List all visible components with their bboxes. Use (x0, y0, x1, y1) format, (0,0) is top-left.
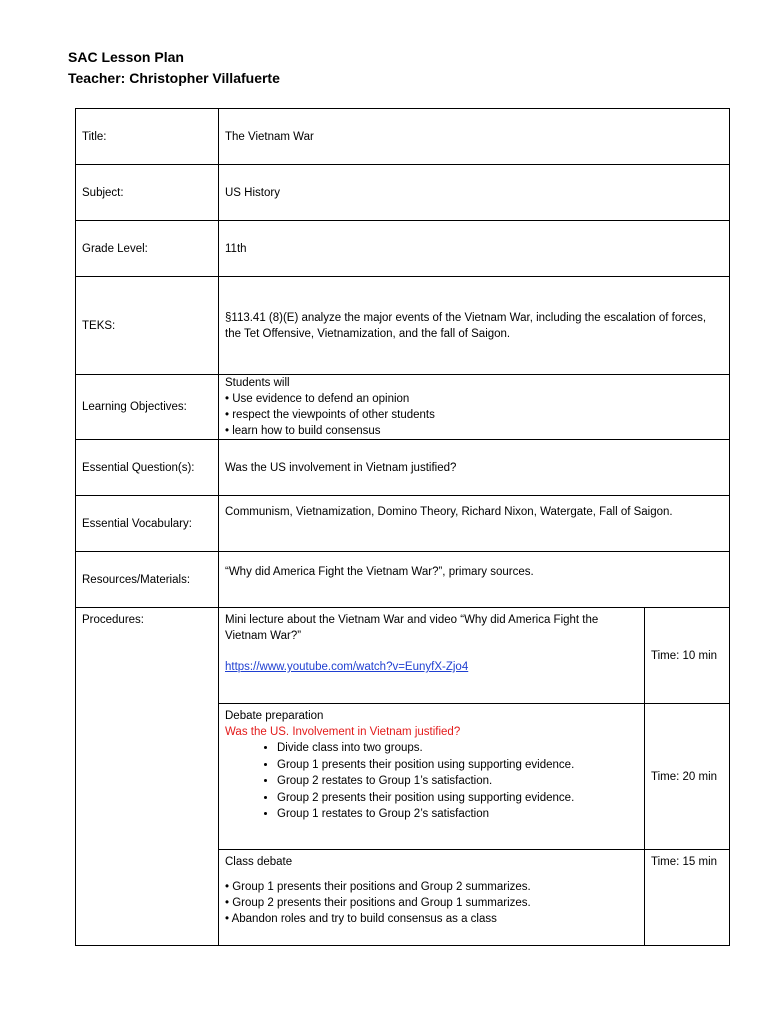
learning-objectives (219, 375, 730, 440)
step-3-time: Time: 15 min (645, 850, 730, 946)
row-label: Subject: (76, 165, 219, 221)
table-row (76, 375, 730, 440)
row-value: “Why did America Fight the Vietnam War?”, primary sources. (219, 552, 730, 608)
list-item: • Group 2 restates to Group 1’s satisfaction. (277, 773, 638, 790)
row-label: Resources/Materials: (76, 552, 219, 608)
row-value: US History (219, 165, 730, 221)
list-item: • Abandon roles and try to build consensus as a class (225, 913, 497, 925)
video-link[interactable]: https://www.youtube.com/watch?v=EunyfX-Zjo4 (225, 661, 469, 673)
document-title: SAC Lesson Plan (68, 49, 184, 65)
step-3-title: Class debate (225, 856, 293, 868)
procedures-label: Procedures: (76, 608, 219, 946)
row-label: TEKS: (76, 277, 219, 375)
step-2-title: Debate preparation (225, 710, 324, 722)
row-value: 11th (219, 221, 730, 277)
row-label: Title: (76, 109, 219, 165)
list-item: • Divide class into two groups. (277, 740, 638, 757)
list-item: • Group 1 presents their position using supporting evidence. (277, 757, 638, 774)
lesson-plan-table (75, 108, 730, 946)
row-value: Communism, Vietnamization, Domino Theory, Richard Nixon, Watergate, Fall of Saigon. (219, 496, 730, 552)
step-1-text: Mini lecture about the Vietnam War and video “Why did America Fight the Vietnam War?” (225, 614, 599, 642)
table-row (76, 440, 730, 496)
procedure-step-3 (219, 850, 645, 946)
row-value: The Vietnam War (219, 109, 730, 165)
table-row (76, 221, 730, 277)
step-2-list (225, 740, 638, 823)
row-label: Learning Objectives: (76, 375, 219, 440)
row-value: Was the US involvement in Vietnam justified? (219, 440, 730, 496)
procedure-step-2 (219, 704, 645, 850)
teks-standard: §113.41 (8)(E) analyze the major events of the Vietnam War, including the escalation of forces, the Tet Offensive, Vietnamization, and the fall of Saigon. (219, 277, 730, 375)
document-header (68, 47, 280, 89)
list-item: • Group 1 restates to Group 2’s satisfaction (277, 806, 638, 823)
step-2-question: Was the US. Involvement in Vietnam justified? (225, 726, 461, 738)
table-row (76, 277, 730, 375)
list-item: • Group 2 presents their position using supporting evidence. (277, 790, 638, 807)
list-item: • Group 1 presents their positions and Group 2 summarizes. (225, 881, 531, 893)
step-2-time: Time: 20 min (645, 704, 730, 850)
teacher-name: Teacher: Christopher Villafuerte (68, 70, 280, 86)
list-item: • Group 2 presents their positions and Group 1 summarizes. (225, 897, 531, 909)
table-row (76, 109, 730, 165)
row-label: Essential Question(s): (76, 440, 219, 496)
table-row (76, 496, 730, 552)
objectives-intro: Students will (225, 377, 290, 389)
procedure-step-1 (219, 608, 645, 704)
objective-item: • respect the viewpoints of other students (225, 409, 435, 421)
objective-item: • learn how to build consensus (225, 425, 381, 437)
row-label: Grade Level: (76, 221, 219, 277)
row-label: Essential Vocabulary: (76, 496, 219, 552)
table-row (76, 165, 730, 221)
step-1-time: Time: 10 min (645, 608, 730, 704)
objective-item: • Use evidence to defend an opinion (225, 393, 410, 405)
table-row (76, 552, 730, 608)
table-row (76, 608, 730, 704)
